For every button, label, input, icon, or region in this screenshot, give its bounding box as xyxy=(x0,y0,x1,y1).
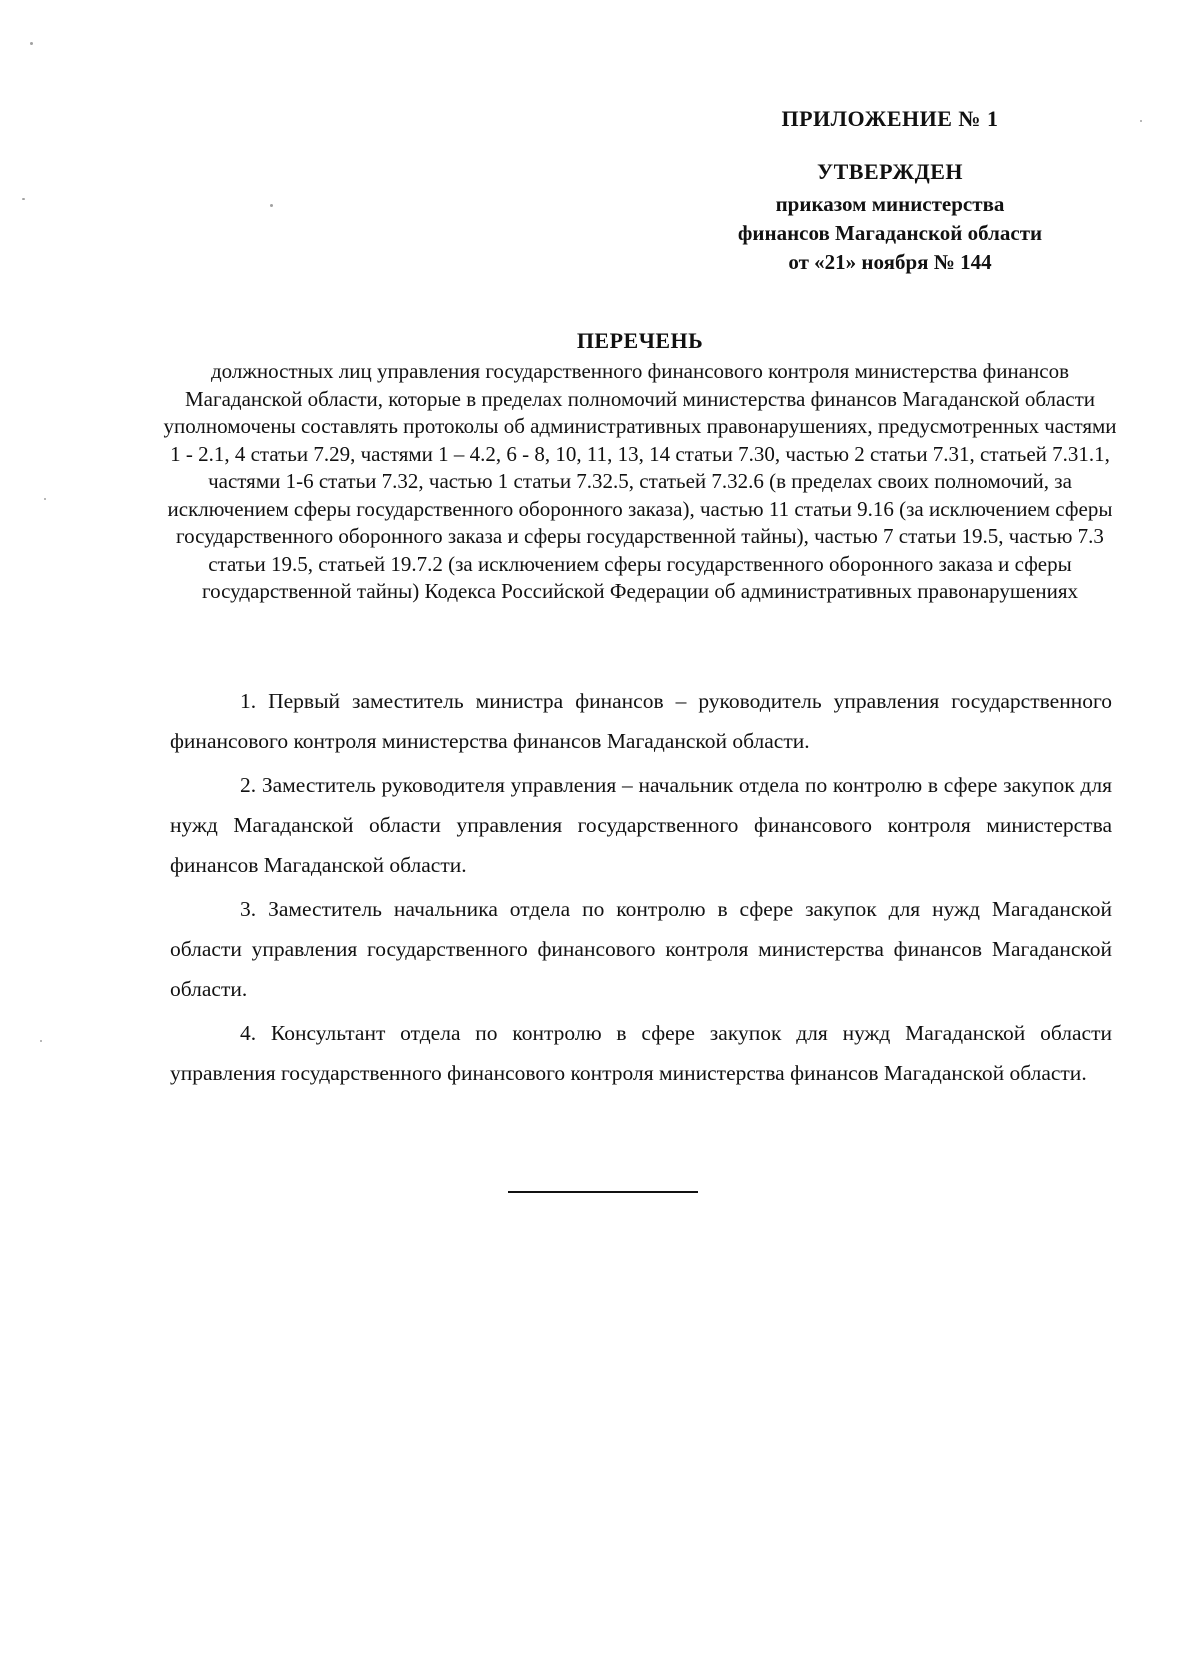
list-item: 2. Заместитель руководителя управления – начальник отдела по контролю в сфере закупок для нужд Магаданской области управления государственного финансового контроля министерства финансов Магаданской области. xyxy=(170,773,1112,877)
annex-label: ПРИЛОЖЕНИЕ № 1 xyxy=(781,106,999,131)
order-line: финансов Магаданской области xyxy=(737,221,1043,245)
closing-rule xyxy=(508,1191,698,1193)
approved-label: УТВЕРЖДЕН xyxy=(816,159,963,184)
document-heading: ПЕРЕЧЕНЬ xyxy=(576,328,704,353)
scan-speck xyxy=(1140,120,1142,122)
order-reference xyxy=(690,190,1090,277)
list-item: 3. Заместитель начальника отдела по контролю в сфере закупок для нужд Магаданской области управления государственного финансового контроля министерства финансов Магаданской области. xyxy=(170,897,1112,1001)
scan-speck xyxy=(40,1040,42,1042)
scan-speck xyxy=(22,198,25,200)
list-item: 1. Первый заместитель министра финансов – руководитель управления государственного финансового контроля министерства финансов Магаданской области. xyxy=(170,689,1112,753)
scan-speck xyxy=(30,42,33,45)
list-item: 4. Консультант отдела по контролю в сфере закупок для нужд Магаданской области управления государственного финансового контроля министерства финансов Магаданской области. xyxy=(170,1021,1112,1085)
scan-speck xyxy=(270,204,273,207)
order-line: приказом министерства xyxy=(775,192,1005,216)
document-title-block xyxy=(160,326,1120,606)
officials-list xyxy=(170,681,1112,1097)
document-subtitle: должностных лиц управления государственного финансового контроля министерства финансов Магаданской области, которые в пределах полномочий министерства финансов Магаданской области уполномочены составлять протоколы об административных правонарушениях, предусмотренных частями 1 - 2.1, 4 статьи 7.29, частями 1 – 4.2, 6 - 8, 10, 11, 13, 14 статьи 7.30, частью 2 статьи 7.31, статьей 7.31.1, частями 1-6 статьи 7.32, частью 1 статьи 7.32.5, статьей 7.32.6 (в пределах своих полномочий, за исключением сферы государственного оборонного заказа), частью 11 статьи 9.16 (за исключением сферы государственного оборонного заказа и сферы государственной тайны), частью 7 статьи 19.5, частью 7.3 статьи 19.5, статьей 19.7.2 (за исключением сферы государственного оборонного заказа и сферы государственной тайны) Кодекса Российской Федерации об административных правонарушениях xyxy=(163,359,1117,603)
scan-speck xyxy=(44,498,46,500)
order-line: от «21» ноября № 144 xyxy=(788,250,992,274)
